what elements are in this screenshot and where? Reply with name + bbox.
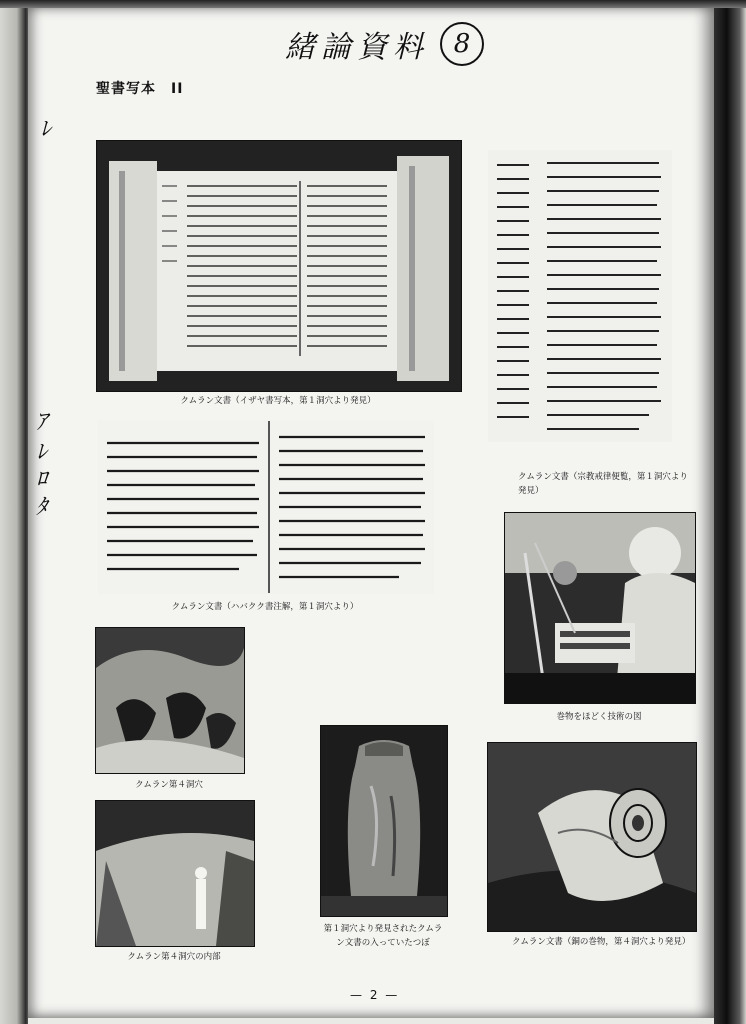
isaiah-scroll-caption: クムラン文書（イザヤ書写本，第１洞穴より発見）	[180, 396, 376, 406]
habakkuk-commentary-photo	[98, 420, 434, 594]
page-edge-shadow-right	[714, 0, 746, 1024]
manual-of-discipline-caption: クムラン文書（宗教戒律便覧，第１洞穴より発見）	[518, 472, 688, 496]
cave-4-interior-photo	[95, 800, 255, 947]
margin-note: ﾚ	[40, 117, 52, 142]
storage-jar-caption: 第１洞穴より発見されたクムラン文書の入っていたつぼ	[323, 924, 443, 948]
unrolling-technique-caption: 巻物をほどく技術の図	[556, 712, 642, 722]
handwritten-title: 緒論資料	[285, 30, 429, 65]
margin-note: ﾛ	[36, 467, 48, 492]
isaiah-scroll-photo	[96, 140, 462, 392]
margin-note: ﾀ	[36, 495, 48, 520]
copper-scroll-photo	[487, 742, 697, 932]
page-heading: 聖書写本 II	[96, 81, 184, 97]
handwritten-number-circle	[440, 22, 484, 66]
page-number: — 2 —	[350, 988, 400, 1002]
copper-scroll-caption: クムラン文書（銅の巻物，第４洞穴より発見）	[512, 937, 691, 947]
page-edge-shadow-top	[0, 0, 746, 8]
storage-jar-photo	[320, 725, 448, 917]
cave-4-interior-caption: クムラン第４洞穴の内部	[127, 952, 221, 962]
margin-note: ﾚ	[36, 440, 48, 465]
handwritten-number: 8	[453, 29, 471, 59]
manual-of-discipline-photo	[488, 150, 672, 442]
cave-4-photo	[95, 627, 245, 774]
margin-note: ｱ	[36, 410, 48, 435]
cave-4-caption: クムラン第４洞穴	[135, 780, 203, 790]
unrolling-technique-photo	[504, 512, 696, 704]
habakkuk-commentary-caption: クムラン文書（ハバクク書注解，第１洞穴より）	[171, 602, 359, 612]
page-binding-shadow-left	[0, 0, 28, 1024]
